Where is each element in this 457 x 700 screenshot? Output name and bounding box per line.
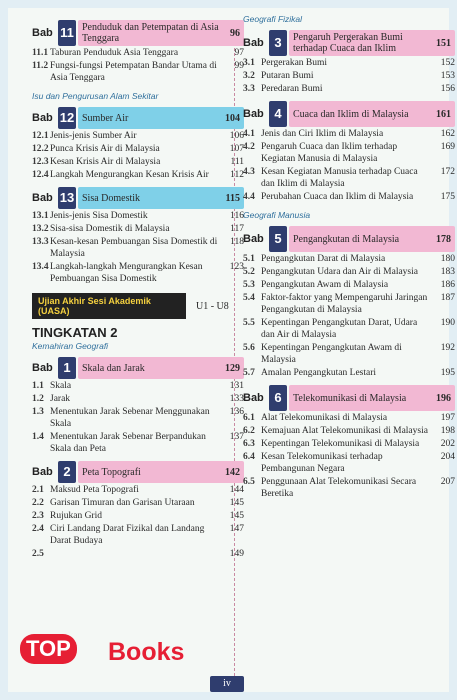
- entry-page: 99: [234, 61, 244, 71]
- entry-number: 4.1: [243, 129, 255, 139]
- chapter-title: Telekomunikasi di Malaysia: [293, 392, 407, 404]
- chapter-11-entries: [32, 47, 244, 84]
- entry-number: 3.1: [243, 58, 255, 68]
- toc-entry: [32, 169, 244, 181]
- entry-number: 3.2: [243, 71, 255, 81]
- toc-entry: [32, 223, 244, 235]
- uasa-row: [32, 293, 244, 319]
- toc-entry: [32, 156, 244, 168]
- chapter-number: 11: [58, 20, 76, 46]
- toc-entry: [243, 141, 455, 165]
- chapter-title-bar: [78, 357, 244, 379]
- chapter-number: 13: [58, 187, 76, 209]
- chapter-3-header: [243, 30, 455, 56]
- entry-number: 5.3: [243, 280, 255, 290]
- entry-number: 13.1: [32, 211, 49, 221]
- toc-entry: [32, 380, 244, 392]
- entry-page: 136: [229, 407, 244, 417]
- entry-number: 3.3: [243, 84, 255, 94]
- page-number: iv: [210, 676, 244, 692]
- entry-page: 153: [440, 71, 455, 81]
- entry-page: 117: [230, 224, 244, 234]
- entry-number: 6.2: [243, 426, 255, 436]
- chapter-page: 129: [225, 362, 240, 374]
- chapter-page: 96: [230, 27, 240, 39]
- entry-title: Menentukan Jarak Sebenar Berpandukan Skala dan Peta: [50, 432, 206, 454]
- toc-entry: [32, 143, 244, 155]
- form-heading: TINGKATAN 2: [32, 325, 118, 340]
- entry-title: Jenis dan Ciri Iklim di Malaysia: [261, 129, 384, 139]
- chapter-page: 161: [436, 108, 451, 120]
- entry-page: 202: [440, 439, 455, 449]
- entry-page: 145: [229, 511, 244, 521]
- entry-title: Kepentingan Pengangkutan Awam di Malaysia: [261, 343, 402, 365]
- entry-title: Faktor-faktor yang Mempengaruhi Jaringan Pengangkutan di Malaysia: [261, 293, 428, 315]
- toc-entry: [32, 236, 244, 260]
- chapter-title: Penduduk dan Petempatan di Asia Tenggara: [82, 22, 219, 44]
- entry-page: 149: [229, 549, 244, 559]
- chapter-word: Bab: [243, 37, 264, 49]
- entry-number: 5.6: [243, 343, 255, 353]
- entry-number: 1.3: [32, 407, 44, 417]
- entry-title: Ciri Landang Darat Fizikal dan Landang Darat Budaya: [50, 524, 205, 546]
- entry-number: 5.5: [243, 318, 255, 328]
- chapter-number: 2: [58, 461, 76, 483]
- toc-entry: [32, 130, 244, 142]
- toc-entry: [243, 451, 455, 475]
- entry-title: Kesan Telekomunikasi terhadap Pembangunan Negara: [261, 452, 383, 474]
- entry-page: 172: [440, 167, 455, 177]
- entry-number: 2.5: [32, 549, 44, 559]
- entry-title: Maksud Peta Topografi: [50, 485, 139, 495]
- entry-number: 12.1: [32, 131, 49, 141]
- toc-entry: [32, 47, 244, 59]
- right-column: [243, 14, 455, 500]
- toc-entry: [243, 191, 455, 203]
- chapter-page: 178: [436, 233, 451, 245]
- entry-number: 2.2: [32, 498, 44, 508]
- chapter-title: Sumber Air: [82, 112, 129, 124]
- section-heading: Geografi Manusia: [243, 210, 311, 220]
- section-heading: Kemahiran Geografi: [32, 341, 109, 351]
- chapter-number: 1: [58, 357, 76, 379]
- toc-entry: [243, 342, 455, 366]
- toc-entry: [32, 510, 244, 522]
- left-column: [32, 14, 244, 560]
- chapter-word: Bab: [243, 108, 264, 120]
- toc-entry: [243, 266, 455, 278]
- chapter-12-header: [32, 107, 244, 129]
- entry-title: Penggunaan Alat Telekomunikasi Secara Beretika: [261, 477, 417, 499]
- chapter-4-header: [243, 101, 455, 127]
- toc-entry: [243, 412, 455, 424]
- entry-title: Skala: [50, 381, 72, 391]
- toc-entry: [32, 548, 244, 560]
- entry-title: Putaran Bumi: [261, 71, 314, 81]
- chapter-title-bar: [289, 101, 455, 127]
- toc-entry: [243, 292, 455, 316]
- entry-page: 152: [440, 58, 455, 68]
- section-heading: Isu dan Pengurusan Alam Sekitar: [32, 91, 159, 101]
- entry-title: Pengaruh Cuaca dan Iklim terhadap Kegiatan Manusia di Malaysia: [261, 142, 398, 164]
- entry-title: [50, 548, 220, 560]
- chapter-page: 104: [225, 112, 240, 124]
- entry-page: 197: [440, 413, 455, 423]
- entry-page: 123: [229, 262, 244, 272]
- entry-number: 12.3: [32, 157, 49, 167]
- entry-page: 144: [229, 485, 244, 495]
- entry-page: 183: [440, 267, 455, 277]
- chapter-title-bar: [78, 107, 244, 129]
- entry-title: Pengangkutan Awam di Malaysia: [261, 280, 389, 290]
- entry-number: 5.7: [243, 368, 255, 378]
- entry-number: 4.2: [243, 142, 255, 152]
- chapter-word: Bab: [32, 112, 53, 124]
- entry-number: 11.1: [32, 48, 49, 58]
- entry-page: 137: [229, 432, 244, 442]
- entry-title: Kesan Kegiatan Manusia terhadap Cuaca dan Iklim di Malaysia: [261, 167, 418, 189]
- entry-number: 12.4: [32, 170, 49, 180]
- entry-title: Kesan Krisis Air di Malaysia: [50, 157, 161, 167]
- toc-entry: [243, 425, 455, 437]
- entry-number: 13.4: [32, 262, 49, 272]
- toc-entry: [243, 166, 455, 190]
- chapter-number: 12: [58, 107, 76, 129]
- chapter-word: Bab: [32, 466, 53, 478]
- entry-number: 2.4: [32, 524, 44, 534]
- entry-number: 11.2: [32, 61, 49, 71]
- chapter-title-bar: [289, 226, 455, 252]
- toc-entry: [32, 484, 244, 496]
- entry-title: Jarak: [50, 394, 71, 404]
- chapter-1-header: [32, 357, 244, 379]
- toc-entry: [243, 70, 455, 82]
- contents-page: [8, 8, 455, 692]
- logo-top-text: TOP: [20, 634, 77, 664]
- entry-title: Peredaran Bumi: [261, 84, 323, 94]
- entry-page: 147: [229, 524, 244, 534]
- chapter-12-entries: [32, 130, 244, 181]
- entry-page: 111: [230, 157, 244, 167]
- entry-title: Perubahan Cuaca dan Iklim di Malaysia: [261, 192, 414, 202]
- entry-number: 13.2: [32, 224, 49, 234]
- entry-page: 180: [440, 254, 455, 264]
- entry-title: Langkah-langkah Mengurangkan Kesan Pembuangan Sisa Domestik: [50, 262, 203, 284]
- entry-page: 106: [229, 131, 244, 141]
- uasa-label: Ujian Akhir Sesi Akademik (UASA): [32, 293, 186, 319]
- toc-entry: [243, 476, 455, 500]
- chapter-number: 4: [269, 101, 287, 127]
- chapter-number: 6: [269, 385, 287, 411]
- entry-title: Kemajuan Alat Telekomunikasi di Malaysia: [261, 426, 428, 436]
- toc-entry: [243, 279, 455, 291]
- entry-number: 2.3: [32, 511, 44, 521]
- chapter-title-bar: [289, 385, 455, 411]
- chapter-2-header: [32, 461, 244, 483]
- logo-books-text: Books: [108, 638, 185, 666]
- chapter-1-entries: [32, 380, 244, 455]
- entry-title: Fungsi-fungsi Petempatan Bandar Utama di Asia Tenggara: [50, 61, 217, 83]
- chapter-4-entries: [243, 128, 455, 203]
- chapter-13-header: [32, 187, 244, 209]
- entry-page: 116: [230, 211, 244, 221]
- uasa-page: U1 - U8: [196, 300, 229, 312]
- entry-page: 131: [229, 381, 244, 391]
- chapter-title: Peta Topografi: [82, 466, 141, 478]
- chapter-2-entries: [32, 484, 244, 560]
- entry-page: 190: [440, 318, 455, 328]
- entry-number: 6.3: [243, 439, 255, 449]
- entry-title: Taburan Penduduk Asia Tenggara: [50, 48, 179, 58]
- chapter-title: Skala dan Jarak: [82, 362, 145, 374]
- chapter-6-header: [243, 385, 455, 411]
- entry-number: 5.1: [243, 254, 255, 264]
- entry-page: 107: [229, 144, 244, 154]
- entry-page: 145: [229, 498, 244, 508]
- chapter-number: 3: [269, 30, 287, 56]
- chapter-page: 142: [225, 466, 240, 478]
- entry-page: 187: [440, 293, 455, 303]
- entry-number: 1.2: [32, 394, 44, 404]
- entry-number: 4.4: [243, 192, 255, 202]
- entry-title: Pengangkutan Udara dan Air di Malaysia: [261, 267, 418, 277]
- chapter-5-header: [243, 226, 455, 252]
- chapter-title-bar: [78, 20, 244, 46]
- entry-page: 169: [440, 142, 455, 152]
- entry-page: 118: [230, 237, 244, 247]
- entry-page: 192: [440, 343, 455, 353]
- chapter-13-entries: [32, 210, 244, 285]
- entry-page: 162: [440, 129, 455, 139]
- toc-entry: [243, 317, 455, 341]
- chapter-word: Bab: [243, 392, 264, 404]
- toc-entry: [243, 57, 455, 69]
- chapter-title: Pengangkutan di Malaysia: [293, 233, 400, 245]
- entry-page: 156: [440, 84, 455, 94]
- entry-number: 5.4: [243, 293, 255, 303]
- entry-page: 204: [440, 452, 455, 462]
- toc-entry: [32, 393, 244, 405]
- toc-entry: [32, 261, 244, 285]
- chapter-word: Bab: [32, 362, 53, 374]
- chapter-3-entries: [243, 57, 455, 95]
- entry-title: Rujukan Grid: [50, 511, 102, 521]
- toc-entry: [243, 128, 455, 140]
- entry-title: Garisan Timuran dan Garisan Utaraan: [50, 498, 195, 508]
- entry-title: Pengangkutan Darat di Malaysia: [261, 254, 386, 264]
- entry-page: 175: [440, 192, 455, 202]
- entry-title: Amalan Pengangkutan Lestari: [261, 368, 377, 378]
- entry-number: 6.5: [243, 477, 255, 487]
- chapter-title-bar: [78, 187, 244, 209]
- chapter-title: Sisa Domestik: [82, 192, 141, 204]
- entry-number: 5.2: [243, 267, 255, 277]
- toc-entry: [32, 431, 244, 455]
- entry-page: 198: [440, 426, 455, 436]
- entry-title: Punca Krisis Air di Malaysia: [50, 144, 160, 154]
- entry-title: Langkah Mengurangkan Kesan Krisis Air: [50, 170, 209, 180]
- entry-title: Alat Telekomunikasi di Malaysia: [261, 413, 388, 423]
- chapter-page: 115: [225, 192, 240, 204]
- chapter-6-entries: [243, 412, 455, 500]
- entry-page: 186: [440, 280, 455, 290]
- chapter-title: Pengaruh Pergerakan Bumi terhadap Cuaca dan Iklim: [293, 32, 403, 54]
- toc-entry: [32, 523, 244, 547]
- chapter-5-entries: [243, 253, 455, 379]
- toc-entry: [243, 438, 455, 450]
- chapter-page: 196: [436, 392, 451, 404]
- entry-title: Kepentingan Telekomunikasi di Malaysia: [261, 439, 420, 449]
- entry-number: 6.1: [243, 413, 255, 423]
- entry-title: Pergerakan Bumi: [261, 58, 328, 68]
- entry-page: 97: [234, 48, 244, 58]
- chapter-number: 5: [269, 226, 287, 252]
- entry-page: 195: [440, 368, 455, 378]
- entry-title: Jenis-jenis Sumber Air: [50, 131, 137, 141]
- chapter-11-header: [32, 20, 244, 46]
- topbooks-logo: [20, 630, 198, 680]
- entry-number: 13.3: [32, 237, 49, 247]
- toc-entry: [32, 60, 244, 84]
- toc-entry: [243, 367, 455, 379]
- entry-title: Jenis-jenis Sisa Domestik: [50, 211, 148, 221]
- toc-entry: [32, 497, 244, 509]
- entry-number: 12.2: [32, 144, 49, 154]
- entry-title: Menentukan Jarak Sebenar Menggunakan Skala: [50, 407, 210, 429]
- toc-entry: [32, 406, 244, 430]
- toc-entry: [243, 253, 455, 265]
- chapter-word: Bab: [32, 192, 53, 204]
- section-heading: Geografi Fizikal: [243, 14, 303, 24]
- entry-number: 4.3: [243, 167, 255, 177]
- entry-title: Sisa-sisa Domestik di Malaysia: [50, 224, 170, 234]
- entry-number: 1.4: [32, 432, 44, 442]
- toc-entry: [32, 210, 244, 222]
- entry-page: 112: [230, 170, 244, 180]
- entry-title: Kesan-kesan Pembuangan Sisa Domestik di Malaysia: [50, 237, 218, 259]
- entry-number: 6.4: [243, 452, 255, 462]
- entry-number: 1.1: [32, 381, 44, 391]
- chapter-word: Bab: [32, 27, 53, 39]
- entry-title: Kepentingan Pengangkutan Darat, Udara dan Air di Malaysia: [261, 318, 418, 340]
- chapter-title-bar: [289, 30, 455, 56]
- entry-page: 207: [440, 477, 455, 487]
- chapter-page: 151: [436, 37, 451, 49]
- entry-number: 2.1: [32, 485, 44, 495]
- entry-page: 133: [229, 394, 244, 404]
- chapter-title: Cuaca dan Iklim di Malaysia: [293, 108, 409, 120]
- chapter-word: Bab: [243, 233, 264, 245]
- toc-entry: [243, 83, 455, 95]
- chapter-title-bar: [78, 461, 244, 483]
